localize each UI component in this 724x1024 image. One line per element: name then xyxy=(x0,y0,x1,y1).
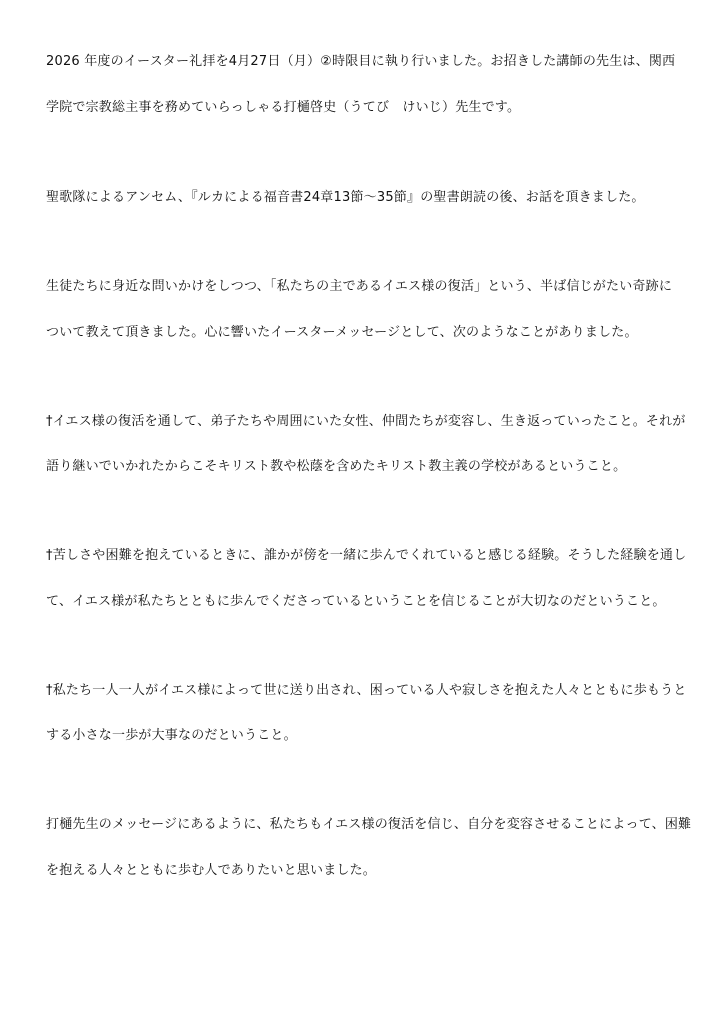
paragraph-7-line-1: 打樋先生のメッセージにあるように、私たちもイエス様の復活を信じ、自分を変容させることによって、困難 xyxy=(46,817,692,832)
paragraph-2-line-1: 聖歌隊によるアンセム、『ルカによる福音書24章13節～35節』の聖書朗読の後、お話を頂きました。 xyxy=(46,190,645,205)
paragraph-3-line-1: 生徒たちに身近な問いかけをしつつ、「私たちの主であるイエス様の復活」という、半ば信じがたい奇跡に xyxy=(46,279,673,294)
paragraph-6-line-2: する小さな一歩が大事なのだということ。 xyxy=(46,728,297,743)
paragraph-5-line-1: †苦しさや困難を抱えているときに、誰かが傍を一緒に歩んでくれていると感じる経験。そうした経験を通し xyxy=(46,548,687,563)
paragraph-3-line-2: ついて教えて頂きました。心に響いたイースターメッセージとして、次のようなことがありました。 xyxy=(46,325,638,340)
paragraph-7-line-2: を抱える人々とともに歩む人でありたいと思いました。 xyxy=(46,863,377,878)
paragraph-1-line-2: 学院で宗教総主事を務めていらっしゃる打樋啓史（うてび けいじ）先生です。 xyxy=(46,100,521,115)
paragraph-6-line-1: †私たち一人一人がイエス様によって世に送り出され、困っている人や寂しさを抱えた人々とともに歩もうと xyxy=(46,683,687,698)
paragraph-5-line-2: て、イエス様が私たちとともに歩んでくださっているということを信じることが大切なのだということ。 xyxy=(46,594,666,609)
paragraph-4-line-2: 語り継いでいかれたからこそキリスト教や松蔭を含めたキリスト教主義の学校があるということ。 xyxy=(46,459,627,474)
paragraph-4-line-1: †イエス様の復活を通して、弟子たちや周囲にいた女性、仲間たちが変容し、生き返っていったこと。それが xyxy=(46,414,686,429)
paragraph-1-line-1: 2026 年度のイースター礼拝を4月27日（月）②時限目に執り行いました。お招きした講師の先生は、関西 xyxy=(46,54,676,69)
